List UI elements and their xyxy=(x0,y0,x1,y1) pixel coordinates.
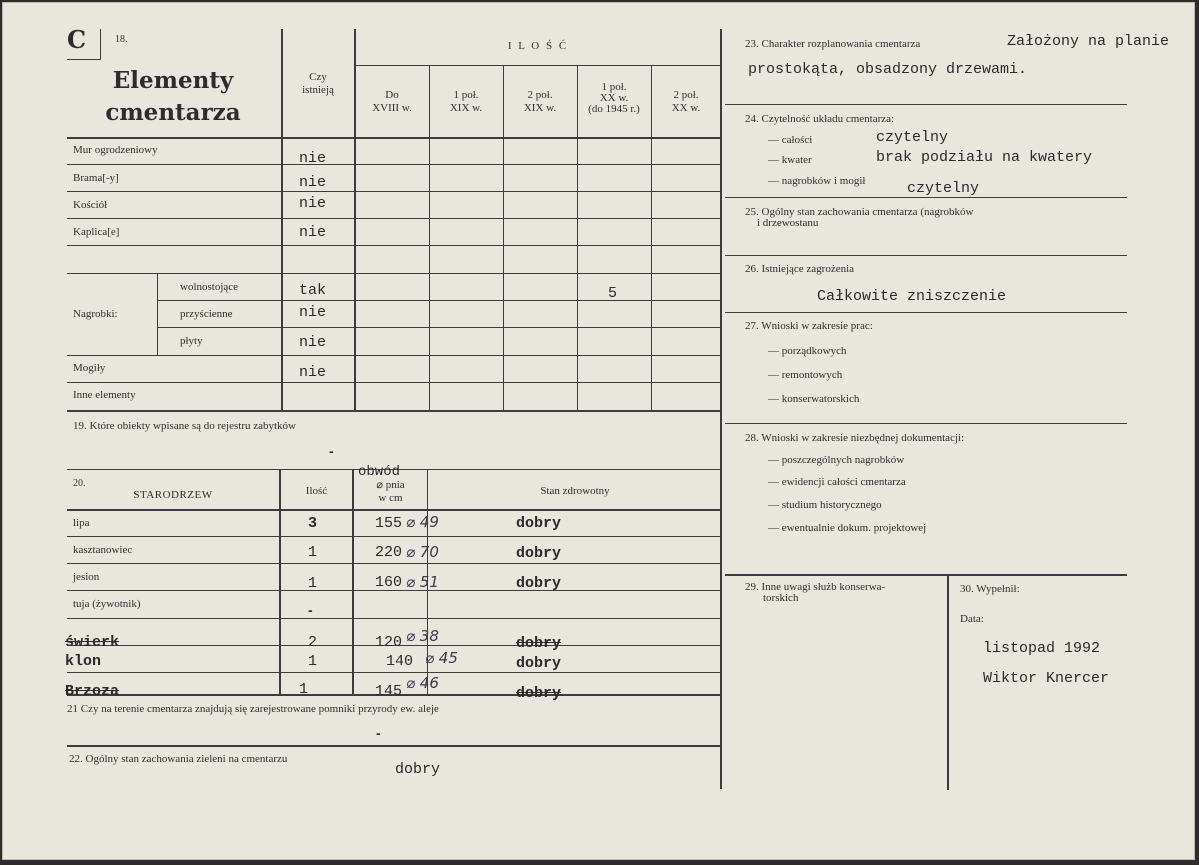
row-label-wall: Mur ogrodzeniowy xyxy=(73,144,158,156)
tree-name-2: kasztanowiec xyxy=(73,544,133,556)
q19-answer: - xyxy=(329,443,334,459)
trees-col-health: Stan zdrowotny xyxy=(540,485,610,497)
trees-number: 20. xyxy=(73,478,86,489)
tree-girth-7: 145 xyxy=(375,683,403,700)
q30-date: listopad 1992 xyxy=(983,640,1101,657)
tomb-row-value-2: nie xyxy=(299,304,327,321)
q23-label: 23. Charakter rozplanowania cmentarza xyxy=(745,38,921,50)
q21-label: 21 Czy na terenie cmentarza znajdują się zarejestrowane pomniki przyrody ew. aleje xyxy=(67,703,439,715)
row-value-gate: nie xyxy=(299,174,327,191)
tree-count-7: 1 xyxy=(299,681,309,698)
trees-col-count: Ilość xyxy=(305,485,328,497)
tree-health-6: dobry xyxy=(516,655,562,672)
tree-health-7: dobry xyxy=(516,685,562,702)
tree-health-5: dobry xyxy=(516,635,562,652)
tree-health-1: dobry xyxy=(516,515,562,532)
row-value-chapel: nie xyxy=(299,224,327,241)
q24-item-answer-2: brak podziału na kwatery xyxy=(876,149,1093,166)
tomb-row-label-2: przyścienne xyxy=(180,308,233,320)
row-label-gate: Brama[-y] xyxy=(73,172,119,184)
q21-answer: - xyxy=(376,725,381,741)
tree-dia-7: ⌀ 46 xyxy=(406,674,439,692)
q28-item-4: — ewentualnie dokum. projektowej xyxy=(768,522,927,534)
tree-girth-5: 120 xyxy=(375,634,403,651)
tree-health-2: dobry xyxy=(516,545,562,562)
q19-label: 19. Które obiekty wpisane są do rejestru zabytków xyxy=(73,420,296,432)
q26-answer: Całkowite zniszczenie xyxy=(817,288,1007,305)
row-label-chapel: Kaplica[e] xyxy=(73,226,120,238)
tree-count-6: 1 xyxy=(308,653,318,670)
row-value-church: nie xyxy=(299,195,327,212)
q28-item-3: — studium historycznego xyxy=(768,499,882,511)
tree-dia-6: ⌀ 45 xyxy=(425,649,458,667)
q27-label: 27. Wnioski w zakresie prac: xyxy=(745,320,873,332)
trees-title: STARODRZEW xyxy=(133,489,213,501)
tree-girth-2: 220 xyxy=(375,544,403,561)
tree-count-1: 3 xyxy=(308,515,318,532)
tomb-row-label-3: płyty xyxy=(180,335,203,347)
q22-answer: dobry xyxy=(395,761,441,778)
period-1: Do XVIII w. xyxy=(372,89,412,114)
period-5: 2 poł. XX w. xyxy=(671,89,701,114)
q24-item-label-2: — kwater xyxy=(768,154,812,166)
tree-girth-6: 140 xyxy=(386,653,414,670)
q27-item-1: — porządkowych xyxy=(768,345,847,357)
q30-label: 30. Wypełnił: xyxy=(960,583,1020,595)
section-number: 18. xyxy=(115,34,128,45)
q29-line-2: torskich xyxy=(763,592,799,604)
other-elements-label: Inne elementy xyxy=(73,389,136,401)
tree-name-3: jesion xyxy=(73,571,100,583)
tree-name-1: lipa xyxy=(73,517,90,529)
tree-dia-5: ⌀ 38 xyxy=(406,627,439,645)
tree-count-3: 1 xyxy=(308,575,318,592)
tree-dia-2: ⌀ 70 xyxy=(406,543,439,561)
row-label-church: Kościół xyxy=(73,199,108,211)
period-4: 1 poł. XX w. (do 1945 r.) xyxy=(588,81,640,115)
q24-label: 24. Czytelność układu cmentarza: xyxy=(745,113,895,125)
col-quantity-header: I L O Ś Ć xyxy=(507,40,569,52)
q24-item-label-1: — całości xyxy=(768,134,813,146)
q22-label: 22. Ogólny stan zachowania zieleni na cmentarzu xyxy=(69,753,288,765)
graves-value: nie xyxy=(299,364,327,381)
q24-item-label-3: — nagrobków i mogił xyxy=(768,175,866,187)
q27-item-2: — remontowych xyxy=(768,369,843,381)
q30-date-label: Data: xyxy=(960,613,984,625)
q24-item-answer-1: czytelny xyxy=(876,129,949,146)
tree-health-3: dobry xyxy=(516,575,562,592)
record-card xyxy=(2,2,1195,860)
q25-line-2: i drzewostanu xyxy=(757,217,819,229)
letter-box: C xyxy=(67,25,87,54)
q27-item-3: — konserwatorskich xyxy=(768,393,860,405)
q30-name: Wiktor Knercer xyxy=(983,670,1110,687)
tree-dia-3: ⌀ 51 xyxy=(406,573,439,591)
tree-count-2: 1 xyxy=(308,544,318,561)
q25-line-1: 25. Ogólny stan zachowania cmentarza (nagrobków xyxy=(745,206,974,218)
q29-line-1: 29. Inne uwagi służb konserwa- xyxy=(745,581,886,593)
title-line-1: Elementy xyxy=(112,67,234,94)
q24-item-answer-3: czytelny xyxy=(907,180,980,197)
tomb-row-value-3: nie xyxy=(299,334,327,351)
tree-dia-1: ⌀ 49 xyxy=(406,513,439,531)
tree-girth-3: 160 xyxy=(375,574,403,591)
tree-name-7: Brzoza xyxy=(65,683,120,700)
title-line-2: cmentarza xyxy=(105,99,241,126)
q23-answer-line-1: Założony na planie xyxy=(1007,33,1170,50)
tomb-row-value-1: tak xyxy=(299,282,327,299)
q28-item-1: — poszczególnych nagrobków xyxy=(768,454,905,466)
tree-name-6: klon xyxy=(65,653,102,670)
q23-answer-line-2: prostokąta, obsadzony drzewami. xyxy=(748,61,1028,78)
tree-count-4: - xyxy=(308,602,313,618)
graves-label: Mogiły xyxy=(73,362,106,374)
tombstones-label: Nagrobki: xyxy=(73,308,118,320)
tree-name-5: świerk xyxy=(65,634,120,651)
tree-count-5: 2 xyxy=(308,634,318,651)
row-value-wall: nie xyxy=(299,150,327,167)
trees-col-girth-typed: obwód xyxy=(358,464,401,480)
trees-col-girth: ⌀ pnia w cm xyxy=(376,479,405,504)
q28-label: 28. Wnioski w zakresie niezbędnej dokumentacji: xyxy=(745,432,965,444)
col-exists-header: Czy istnieją xyxy=(302,71,334,96)
period-2: 1 poł. XIX w. xyxy=(449,89,483,114)
period-3: 2 poł. XIX w. xyxy=(523,89,557,114)
tomb-row-count-1: 5 xyxy=(608,285,618,302)
q28-item-2: — ewidencji całości cmentarza xyxy=(768,476,906,488)
q26-label: 26. Istniejące zagrożenia xyxy=(745,263,855,275)
tree-name-4: tuja (żywotnik) xyxy=(73,598,141,610)
tree-girth-1: 155 xyxy=(375,515,403,532)
tomb-row-label-1: wolnostojące xyxy=(180,281,239,293)
